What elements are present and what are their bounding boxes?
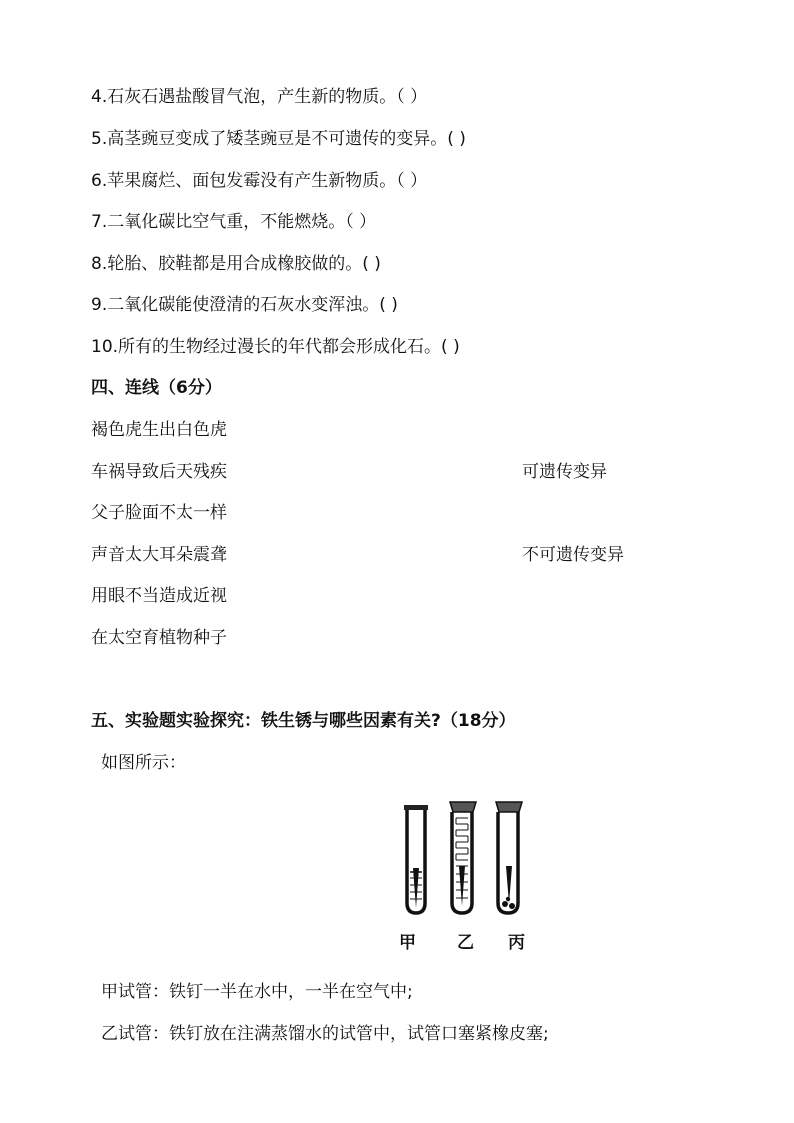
tube-label-jia: 甲 <box>399 933 416 953</box>
judgement-item-9: 9.二氧化碳能使澄清的石灰水变浑浊。( ) <box>91 295 398 315</box>
matching-left-item: 车祸导致后天残疾 <box>91 462 227 482</box>
test-tube-yi <box>450 802 476 913</box>
matching-left-item: 用眼不当造成近视 <box>91 586 227 606</box>
judgement-item-5: 5.高茎豌豆变成了矮茎豌豆是不可遗传的变异。( ) <box>91 129 466 149</box>
judgement-item-7: 7.二氧化碳比空气重，不能燃烧。（ ） <box>91 212 377 232</box>
test-tube-jia <box>404 805 428 913</box>
judgement-item-4: 4.石灰石遇盐酸冒气泡，产生新的物质。（ ） <box>91 87 428 107</box>
tube-label-yi: 乙 <box>457 933 474 953</box>
judgement-item-6: 6.苹果腐烂、面包发霉没有产生新物质。（ ） <box>91 171 428 191</box>
matching-left-item: 褐色虎生出白色虎 <box>91 420 227 440</box>
experiment-heading: 五、实验题实验探究：铁生锈与哪些因素有关?（18分） <box>91 711 516 731</box>
matching-right-item-heritable: 可遗传变异 <box>522 462 607 482</box>
matching-heading: 四、连线（6分） <box>91 378 222 398</box>
test-tube-figure <box>395 800 545 955</box>
test-tube-bing <box>496 802 522 913</box>
experiment-intro: 如图所示： <box>101 753 186 773</box>
matching-left-item: 在太空育植物种子 <box>91 628 227 648</box>
experiment-desc-jia: 甲试管：铁钉一半在水中，一半在空气中; <box>101 982 413 1002</box>
test-tubes-drawing <box>395 800 545 925</box>
matching-left-item: 声音太大耳朵震聋 <box>91 545 227 565</box>
matching-left-item: 父子脸面不太一样 <box>91 503 227 523</box>
experiment-desc-yi: 乙试管：铁钉放在注满蒸馏水的试管中，试管口塞紧橡皮塞; <box>101 1024 549 1044</box>
judgement-item-8: 8.轮胎、胶鞋都是用合成橡胶做的。( ) <box>91 254 381 274</box>
tube-label-bing: 丙 <box>508 933 525 953</box>
judgement-item-10: 10.所有的生物经过漫长的年代都会形成化石。( ) <box>91 337 460 357</box>
matching-right-item-nonheritable: 不可遗传变异 <box>522 545 624 565</box>
